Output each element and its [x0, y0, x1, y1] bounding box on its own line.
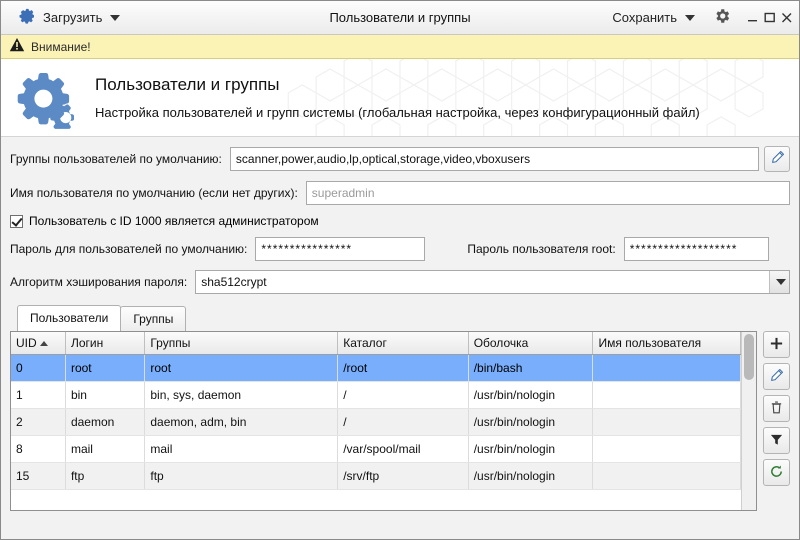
default-user-input[interactable]: [306, 181, 790, 205]
cell-groups: ftp: [145, 463, 338, 490]
admin-checkbox-row[interactable]: [10, 214, 790, 228]
table-row[interactable]: [11, 382, 741, 409]
cell-home: /srv/ftp: [338, 463, 468, 490]
minimize-icon[interactable]: [747, 12, 759, 24]
column-header-login[interactable]: Логин: [65, 332, 144, 355]
warning-triangle-icon: [9, 37, 25, 56]
cell-login: root: [65, 355, 144, 382]
scrollbar-thumb[interactable]: [744, 334, 754, 380]
cell-uid: 8: [11, 436, 65, 463]
cell-shell: /bin/bash: [468, 355, 593, 382]
refresh-icon: [769, 464, 784, 482]
banner-title: Пользователи и группы: [95, 75, 280, 94]
maximize-icon[interactable]: [764, 12, 776, 24]
cell-login: daemon: [65, 409, 144, 436]
table-action-buttons: [763, 331, 790, 511]
pencil-icon: [770, 150, 785, 168]
cell-uid: 1: [11, 382, 65, 409]
root-password-input[interactable]: [624, 237, 769, 261]
cell-home: /: [338, 382, 468, 409]
cell-login: ftp: [65, 463, 144, 490]
table-row[interactable]: [11, 355, 741, 382]
hash-algo-select[interactable]: [195, 270, 790, 294]
cell-fullname: [593, 436, 741, 463]
passwords-row: [10, 237, 790, 261]
default-password-label: Пароль для пользователей по умолчанию:: [10, 242, 248, 256]
hash-algo-label: Алгоритм хэширования пароля:: [10, 275, 188, 289]
users-table: [10, 331, 757, 511]
banner-subtitle: Настройка пользователей и групп системы (глобальная настройка, через конфигурационный файл): [95, 105, 700, 120]
tab-bar: [1, 305, 799, 331]
cell-login: mail: [65, 436, 144, 463]
cell-uid: 15: [11, 463, 65, 490]
cell-home: /var/spool/mail: [338, 436, 468, 463]
cell-login: bin: [65, 382, 144, 409]
cell-uid: 0: [11, 355, 65, 382]
funnel-icon: [769, 432, 784, 450]
cell-shell: /usr/bin/nologin: [468, 382, 593, 409]
trash-icon: [769, 400, 784, 418]
cell-shell: /usr/bin/nologin: [468, 436, 593, 463]
add-user-button[interactable]: [763, 331, 790, 358]
column-header-groups[interactable]: Группы: [145, 332, 338, 355]
load-button-label: Загрузить: [43, 10, 103, 25]
table-row[interactable]: [11, 463, 741, 490]
warning-text: Внимание!: [31, 39, 91, 54]
column-header-fullname[interactable]: Имя пользователя: [593, 332, 741, 355]
cell-groups: bin, sys, daemon: [145, 382, 338, 409]
users-table-area: [1, 331, 799, 511]
cell-fullname: [593, 409, 741, 436]
cell-home: /root: [338, 355, 468, 382]
refresh-button[interactable]: [763, 459, 790, 486]
default-groups-edit-button[interactable]: [764, 146, 790, 172]
root-password-label: Пароль пользователя root:: [467, 242, 616, 256]
default-groups-row: [10, 146, 790, 172]
settings-form: [1, 137, 799, 303]
default-user-row: [10, 181, 790, 205]
admin-checkbox-label: Пользователь с ID 1000 является администратором: [29, 214, 319, 228]
table-vertical-scrollbar[interactable]: [741, 332, 756, 510]
table-row[interactable]: [11, 409, 741, 436]
cell-shell: /usr/bin/nologin: [468, 463, 593, 490]
save-button[interactable]: [604, 6, 703, 29]
admin-checkbox[interactable]: [10, 215, 23, 228]
default-groups-input[interactable]: [230, 147, 759, 171]
chevron-down-icon[interactable]: [769, 271, 789, 293]
cell-home: /: [338, 409, 468, 436]
edit-user-button[interactable]: [763, 363, 790, 390]
default-password-input[interactable]: [255, 237, 425, 261]
settings-button[interactable]: [707, 3, 737, 32]
column-header-home[interactable]: Каталог: [338, 332, 468, 355]
close-icon[interactable]: [781, 12, 793, 24]
cell-fullname: [593, 355, 741, 382]
column-header-uid-label: UID: [16, 336, 37, 350]
chevron-down-icon: [685, 15, 695, 21]
banner: [1, 59, 799, 137]
filter-button[interactable]: [763, 427, 790, 454]
cell-groups: root: [145, 355, 338, 382]
pencil-icon: [769, 368, 784, 386]
hash-algo-row: [10, 270, 790, 294]
chevron-down-icon: [110, 15, 120, 21]
column-header-shell[interactable]: Оболочка: [468, 332, 593, 355]
cell-fullname: [593, 463, 741, 490]
cell-uid: 2: [11, 409, 65, 436]
plus-icon: [769, 336, 784, 354]
hash-algo-value: sha512crypt: [201, 275, 267, 289]
page-title: Пользователи и группы: [329, 10, 471, 25]
gears-icon: [15, 65, 81, 131]
warning-bar: [1, 35, 799, 59]
table-header-row: [11, 332, 741, 355]
load-button[interactable]: [9, 4, 128, 32]
gear-icon: [713, 7, 731, 28]
save-button-label: Сохранить: [612, 10, 677, 25]
cell-fullname: [593, 382, 741, 409]
sort-ascending-icon: [40, 341, 48, 346]
table-row[interactable]: [11, 436, 741, 463]
users-table-grid: [11, 332, 741, 490]
title-bar: [1, 1, 799, 35]
default-user-label: Имя пользователя по умолчанию (если нет других):: [10, 186, 298, 200]
delete-user-button[interactable]: [763, 395, 790, 422]
cell-groups: daemon, adm, bin: [145, 409, 338, 436]
tab-groups[interactable]: Группы: [120, 306, 186, 331]
default-groups-label: Группы пользователей по умолчанию:: [10, 152, 222, 166]
cell-groups: mail: [145, 436, 338, 463]
tab-users[interactable]: Пользователи: [17, 305, 121, 331]
gear-icon: [17, 8, 37, 28]
cell-shell: /usr/bin/nologin: [468, 409, 593, 436]
column-header-uid[interactable]: [11, 332, 65, 355]
